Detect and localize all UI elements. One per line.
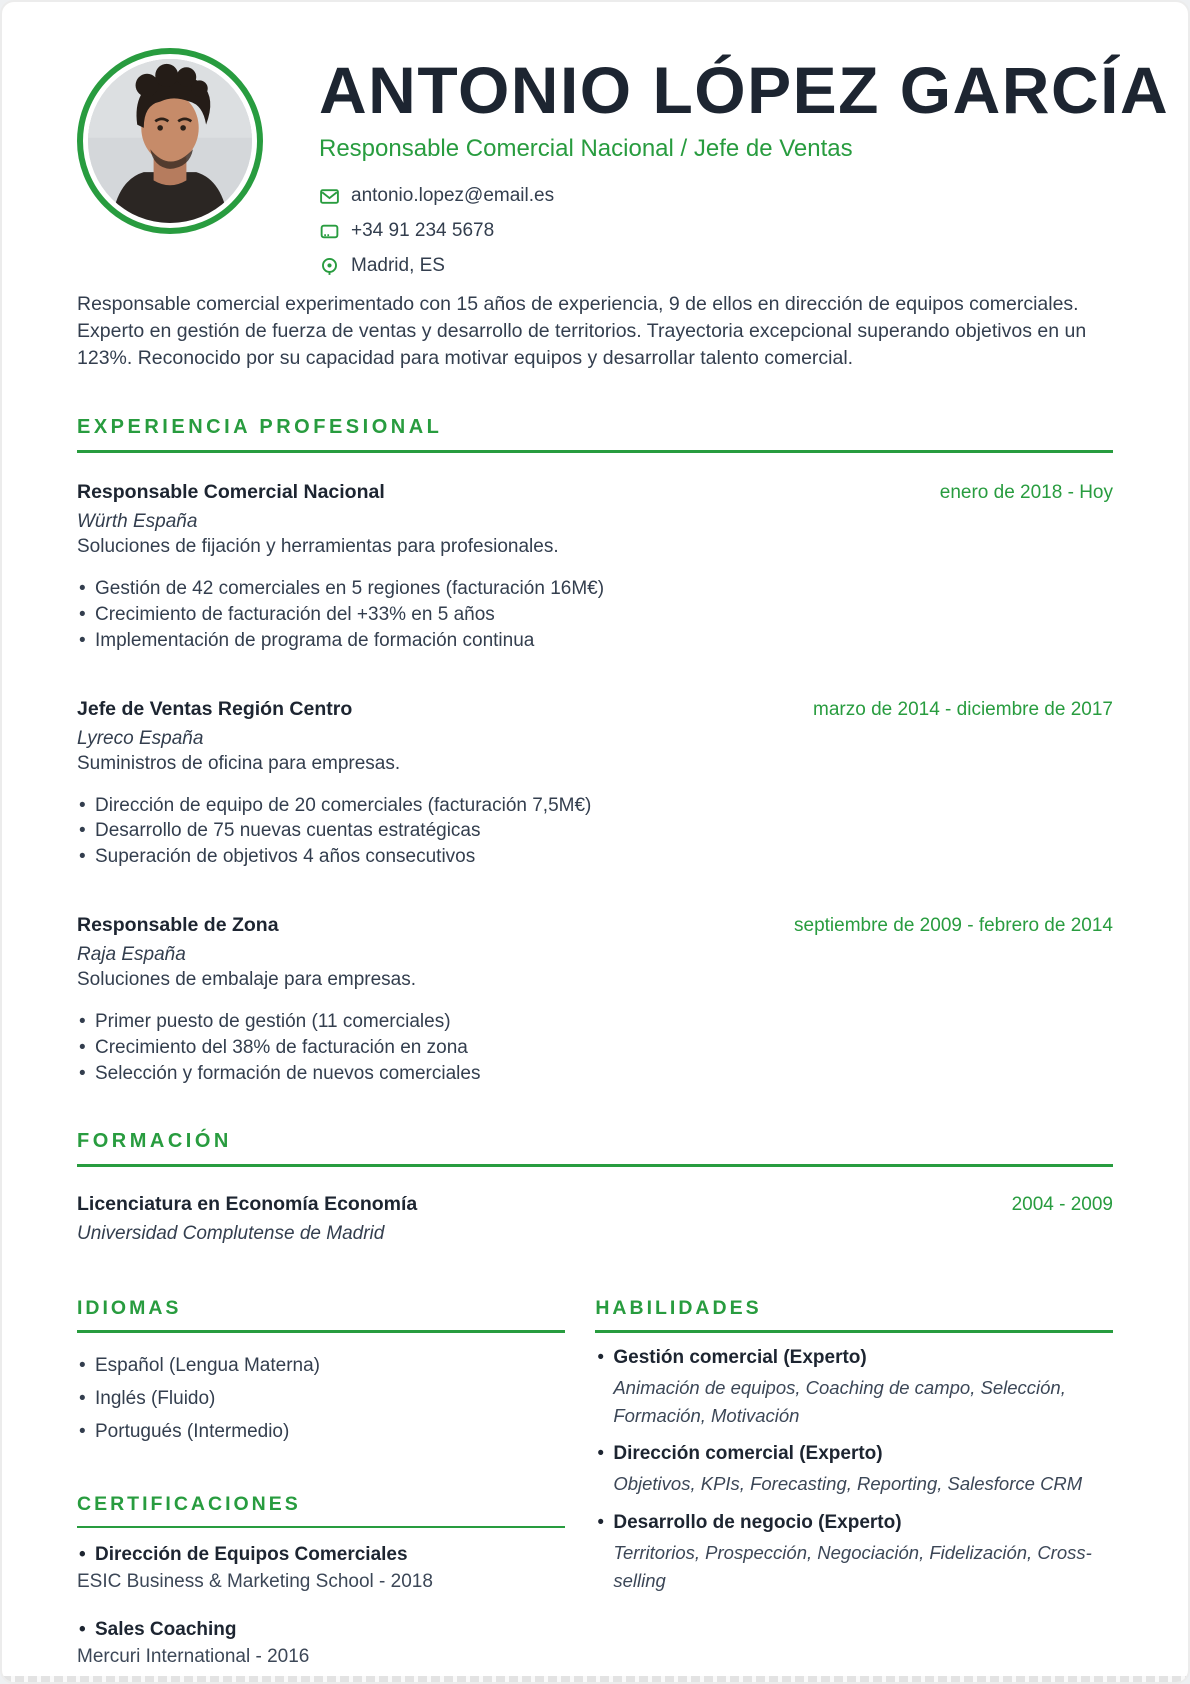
phone-icon <box>319 221 340 242</box>
certification-issuer: ESIC Business & Marketing School - 2018 <box>77 1571 433 1593</box>
contact-info <box>319 185 1113 277</box>
job-bullet: • Superación de objetivos 4 años consecutivos <box>77 844 1113 870</box>
job-entry <box>77 481 1113 653</box>
job-bullet: • Desarrollo de 75 nuevas cuentas estratégicas <box>77 818 1113 844</box>
skill-detail: Animación de equipos, Coaching de campo, Selección, Formación, Motivación <box>613 1376 1066 1426</box>
left-column <box>77 1297 565 1668</box>
phone-text: +34 91 234 5678 <box>351 220 495 242</box>
job-dates: marzo de 2014 - diciembre de 2017 <box>813 698 1113 720</box>
email-icon <box>319 186 340 207</box>
section-education <box>77 1130 1113 1245</box>
skill-detail: Objetivos, KPIs, Forecasting, Reporting, Salesforce CRM <box>613 1473 1083 1495</box>
job-bullet: • Primer puesto de gestión (11 comerciales) <box>77 1009 1113 1035</box>
location-text: Madrid, ES <box>351 255 445 277</box>
skill-name: • Dirección comercial (Experto) <box>595 1443 1113 1465</box>
certification-name: • Dirección de Equipos Comerciales <box>77 1544 565 1566</box>
section-divider <box>77 1330 565 1333</box>
job-description: Suministros de oficina para empresas. <box>77 752 401 774</box>
job-bullets <box>77 1009 1113 1086</box>
section-divider <box>77 1164 1113 1167</box>
job-company: Würth España <box>77 511 198 533</box>
section-divider <box>595 1330 1113 1333</box>
section-experience <box>77 416 1113 1086</box>
section-skills <box>595 1297 1113 1594</box>
job-bullets <box>77 793 1113 870</box>
skill-detail: Territorios, Prospección, Negociación, Fidelización, Cross-selling <box>613 1542 1092 1591</box>
job-title: Jefe de Ventas Región Centro <box>77 697 353 720</box>
job-title: Responsable de Zona <box>77 913 279 936</box>
header-text <box>319 48 1170 277</box>
job-bullet: • Crecimiento de facturación del +33% en 5 años <box>77 602 1113 628</box>
skill-entry <box>595 1443 1113 1498</box>
email-text: antonio.lopez@email.es <box>351 185 555 207</box>
section-divider <box>77 450 1113 453</box>
language-list <box>77 1349 565 1449</box>
avatar <box>77 48 263 234</box>
contact-location <box>319 255 1113 277</box>
language-item: • Inglés (Fluido) <box>77 1382 565 1415</box>
section-heading-languages: IDIOMAS <box>77 1297 182 1320</box>
job-bullet: • Gestión de 42 comerciales en 5 regiones (facturación 16M€) <box>77 576 1113 602</box>
certification-entry <box>77 1544 565 1593</box>
job-bullets <box>77 576 1113 653</box>
job-description: Soluciones de embalaje para empresas. <box>77 968 417 990</box>
job-bullet: • Dirección de equipo de 20 comerciales (facturación 7,5M€) <box>77 793 1113 819</box>
professional-summary: Responsable comercial experimentado con 15 años de experiencia, 9 de ellos en dirección de equipos comerciales. Experto en gestión de fuerza de ventas y desarrollo de territorios. Trayectoria excepcional superando objetivos en un 123%. Reconocido por su capacidad para motivar equipos y desarrollar talento comercial. <box>77 293 1087 370</box>
job-dates: septiembre de 2009 - febrero de 2014 <box>794 914 1113 936</box>
skill-entry <box>595 1512 1113 1595</box>
contact-email <box>319 185 1113 207</box>
job-entry <box>77 698 1113 870</box>
bottom-columns <box>77 1297 1113 1668</box>
job-dates: enero de 2018 - Hoy <box>939 482 1113 504</box>
profile-photo <box>88 59 252 223</box>
header <box>77 48 1170 277</box>
education-dates: 2004 - 2009 <box>1011 1194 1113 1216</box>
candidate-title: Responsable Comercial Nacional / Jefe de Ventas <box>319 135 853 163</box>
certification-entry <box>77 1619 565 1668</box>
certification-issuer: Mercuri International - 2016 <box>77 1646 310 1668</box>
job-bullet: • Crecimiento del 38% de facturación en zona <box>77 1035 1113 1061</box>
job-entry <box>77 914 1113 1086</box>
section-languages <box>77 1297 565 1448</box>
section-heading-experience: EXPERIENCIA PROFESIONAL <box>77 416 443 439</box>
job-title: Responsable Comercial Nacional <box>77 481 385 504</box>
education-degree: Licenciatura en Economía Economía <box>77 1193 418 1216</box>
profile-photo-illustration <box>88 59 252 223</box>
language-item: • Español (Lengua Materna) <box>77 1349 565 1382</box>
job-bullet: • Implementación de programa de formación continua <box>77 628 1113 654</box>
job-bullet: • Selección y formación de nuevos comerciales <box>77 1061 1113 1087</box>
section-heading-skills: HABILIDADES <box>595 1297 762 1320</box>
job-description: Soluciones de fijación y herramientas para profesionales. <box>77 536 559 558</box>
certification-name: • Sales Coaching <box>77 1619 565 1641</box>
right-column <box>595 1297 1113 1668</box>
language-item: • Portugués (Intermedio) <box>77 1415 565 1448</box>
section-certifications <box>77 1493 565 1669</box>
section-heading-education: FORMACIÓN <box>77 1130 232 1153</box>
section-heading-certifications: CERTIFICACIONES <box>77 1492 301 1515</box>
skill-name: • Gestión comercial (Experto) <box>595 1347 1113 1369</box>
candidate-name: ANTONIO LÓPEZ GARCÍA <box>319 53 1170 127</box>
education-school: Universidad Complutense de Madrid <box>77 1223 385 1245</box>
contact-phone <box>319 220 1113 242</box>
job-company: Lyreco España <box>77 727 204 749</box>
section-divider <box>77 1526 565 1529</box>
location-icon <box>319 256 340 277</box>
skill-entry <box>595 1347 1113 1430</box>
job-company: Raja España <box>77 943 186 965</box>
skill-name: • Desarrollo de negocio (Experto) <box>595 1512 1113 1534</box>
page-break-indicator <box>2 1676 1188 1682</box>
